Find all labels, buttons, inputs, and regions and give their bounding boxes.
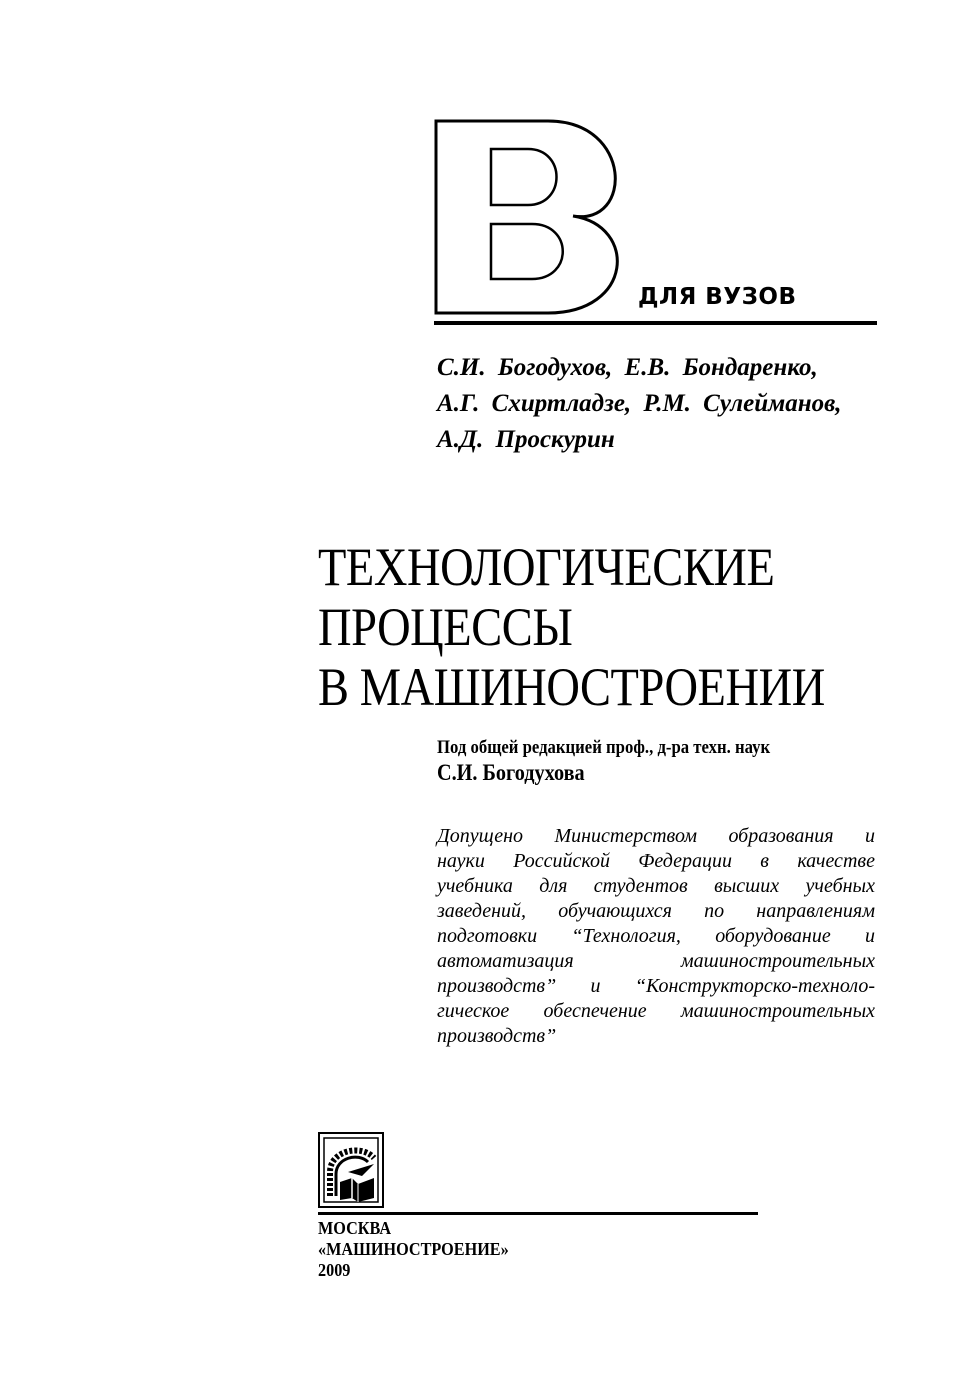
approval-word: по <box>704 900 725 922</box>
author-line: А.Г. Схиртладзе, Р.М. Сулейманов, <box>437 390 842 417</box>
approval-word: обучающихся <box>558 900 672 922</box>
approval-word: гическое <box>437 1000 510 1022</box>
approval-word: Федерации <box>638 850 732 872</box>
series-divider <box>434 321 877 325</box>
publisher-divider <box>318 1212 758 1215</box>
title-line: ПРОЦЕССЫ <box>318 597 573 657</box>
approval-word: машиностроительных <box>680 1000 875 1022</box>
title-line: В МАШИНОСТРОЕНИИ <box>318 657 825 717</box>
title-line: ТЕХНОЛОГИЧЕСКИЕ <box>318 537 775 597</box>
approval-word: автоматизация <box>437 950 574 972</box>
approval-word: качестве <box>797 850 875 872</box>
approval-word: обеспечение <box>543 1000 647 1022</box>
approval-word: “Конструкторско-техноло- <box>634 975 875 997</box>
editor-credit: Под общей редакцией проф., д-ра техн. наук <box>437 737 771 758</box>
series-logo-icon <box>433 118 623 318</box>
imprint-city: МОСКВА <box>318 1218 392 1238</box>
approval-word: Допущено <box>437 825 523 847</box>
approval-word: для <box>539 875 568 897</box>
approval-word: в <box>760 850 769 872</box>
approval-line <box>437 1024 875 1049</box>
approval-word: и <box>865 925 875 947</box>
approval-word: учебника <box>437 875 513 897</box>
approval-word: производств” <box>437 1025 557 1047</box>
approval-word: подготовки <box>437 925 538 947</box>
approval-line <box>437 924 875 949</box>
approval-word: производств” <box>437 975 557 997</box>
approval-word: Российской <box>513 850 610 872</box>
approval-word: и <box>590 975 601 997</box>
editor-name: С.И. Богодухова <box>437 760 585 785</box>
approval-word: машиностроительных <box>680 950 875 972</box>
approval-line <box>437 949 875 974</box>
author-line: А.Д. Проскурин <box>437 426 615 453</box>
authors-block <box>437 350 842 458</box>
approval-statement <box>437 824 875 1049</box>
book-title <box>318 537 907 717</box>
approval-word: высших <box>714 875 780 897</box>
approval-word: “Технология, <box>571 925 681 947</box>
author-line: С.И. Богодухов, Е.В. Бондаренко, <box>437 354 818 381</box>
approval-word: образования <box>728 825 834 847</box>
approval-word: и <box>865 825 875 847</box>
editor-block <box>437 737 816 787</box>
approval-word: Министерством <box>554 825 697 847</box>
imprint-publisher: «МАШИНОСТРОЕНИЕ» <box>318 1239 509 1259</box>
imprint-year: 2009 <box>318 1260 351 1280</box>
approval-line <box>437 974 875 999</box>
approval-line <box>437 849 875 874</box>
publisher-emblem-icon <box>318 1132 384 1208</box>
approval-word: заведений, <box>437 900 527 922</box>
series-label: ДЛЯ ВУЗОВ <box>638 284 797 310</box>
approval-line <box>437 899 875 924</box>
approval-line <box>437 824 875 849</box>
approval-word: оборудование <box>715 925 831 947</box>
approval-word: учебных <box>805 875 875 897</box>
approval-line <box>437 874 875 899</box>
approval-word: студентов <box>593 875 688 897</box>
approval-word: науки <box>437 850 485 872</box>
imprint-block <box>318 1218 530 1281</box>
approval-word: направлениям <box>756 900 875 922</box>
approval-line <box>437 999 875 1024</box>
